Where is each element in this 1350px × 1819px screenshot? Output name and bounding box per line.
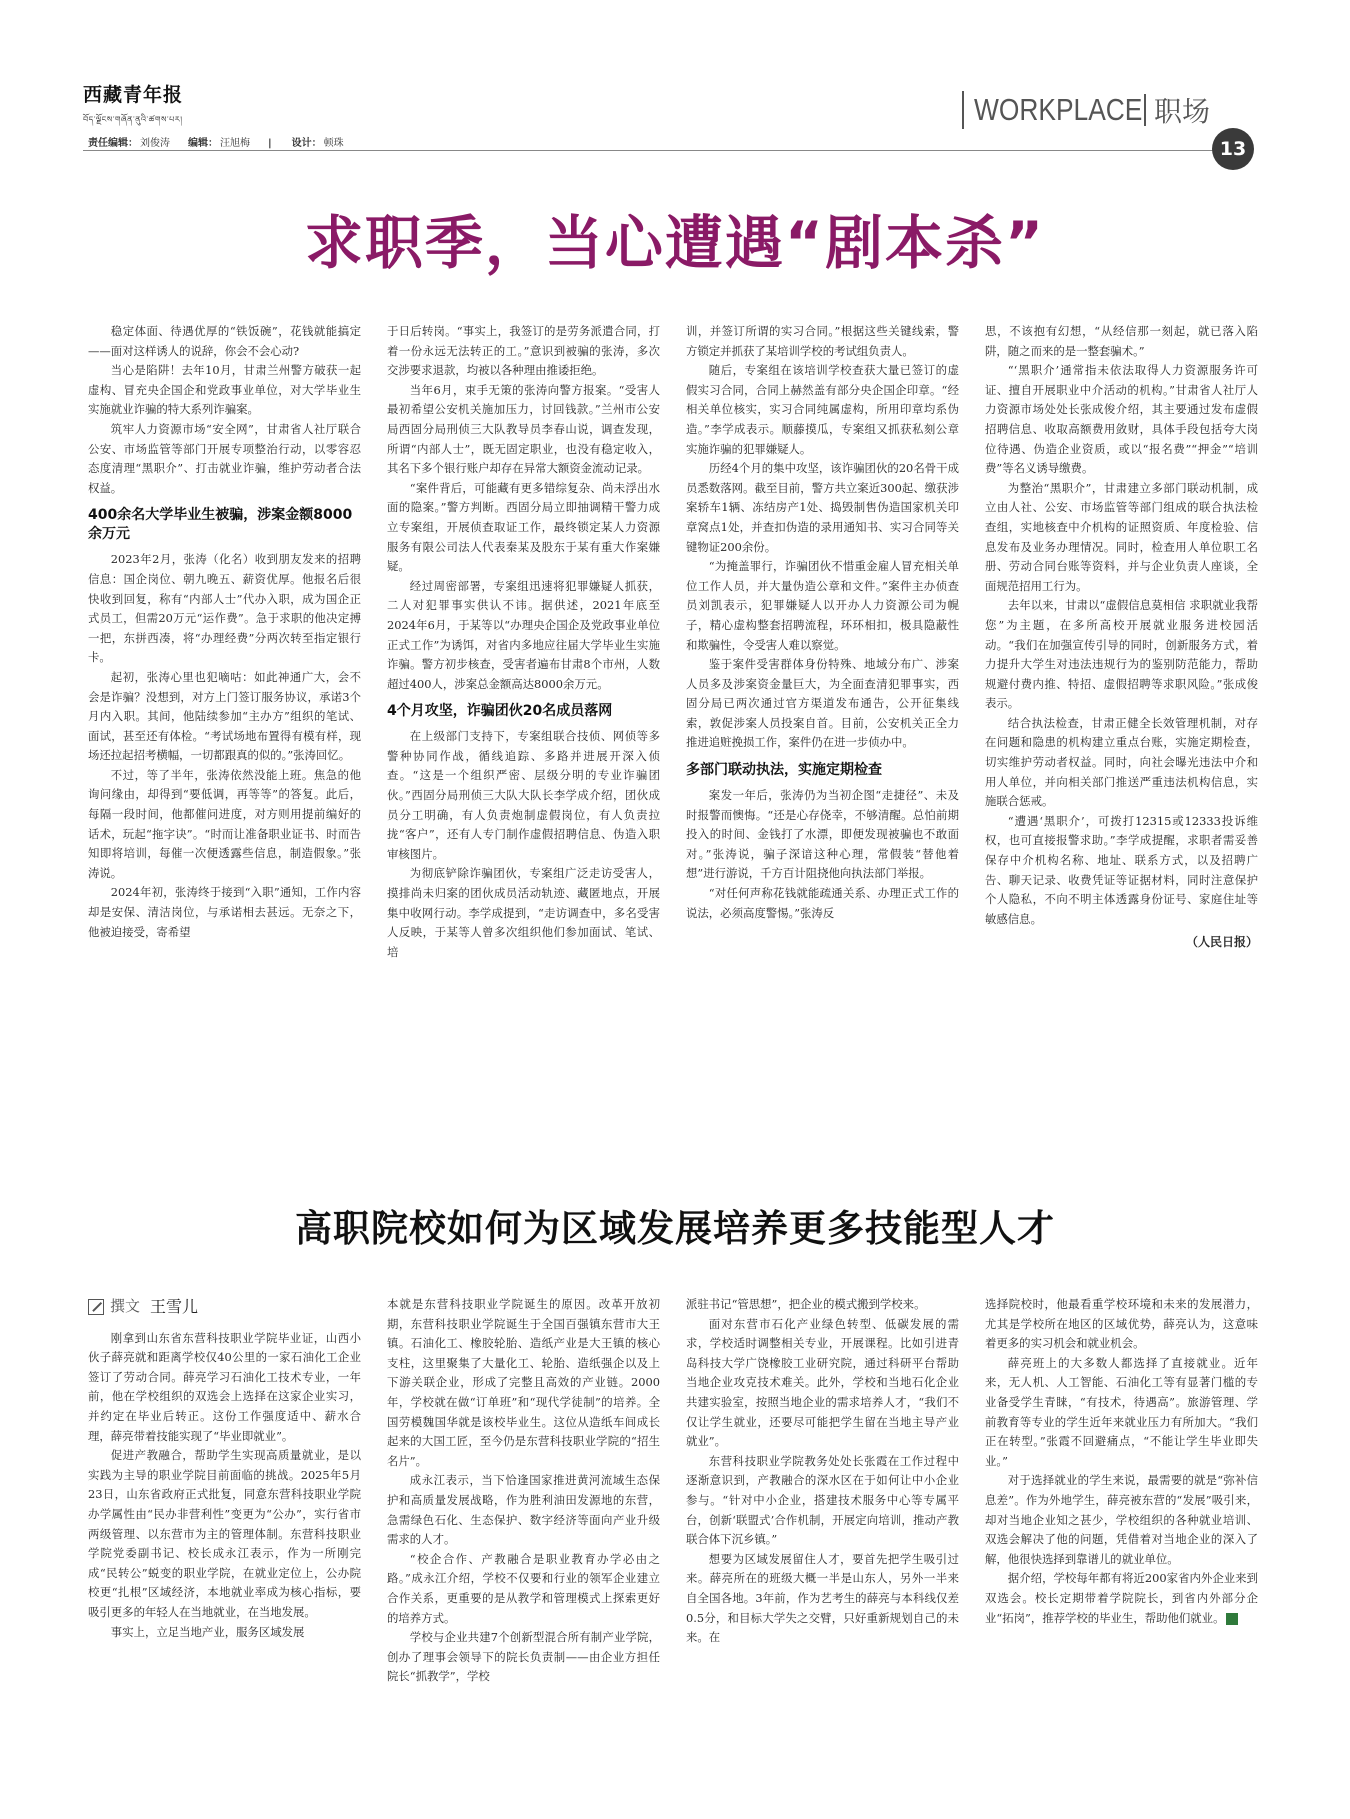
paragraph: 思，不该抱有幻想，“从经信那一刻起，就已落入陷阱，随之而来的是一整套骗术。” [985, 324, 1258, 358]
paragraph: 稳定体面、待遇优厚的“铁饭碗”，花钱就能搞定——面对这样诱人的说辞，你会不会心动? [88, 324, 361, 358]
article2-body [88, 1295, 1258, 1795]
paragraph: “校企合作、产教融合是职业教育办学必由之路。”成永江介绍，学校不仅要和行业的领军企业建立合作关系，更重要的是从教学和管理模式上探索更好的培养方式。 [387, 1551, 660, 1625]
paragraph: 当心是陷阱！去年10月，甘肃兰州警方破获一起虚构、冒充央企国企和党政事业单位，对大学毕业生实施就业诈骗的特大系列诈骗案。 [88, 363, 361, 417]
text-column [387, 322, 660, 1112]
paragraph: 2023年2月，张涛（化名）收到朋友发来的招聘信息：国企岗位、朝九晚五、薪资优厚。他报名后很快收到回复，称有“内部人士”代办入职，成为国企正式员工，但需20万元“运作费”。急于求职的他决定搏一把，东拼西凑，将“办理经费”分两次转至指定银行卡。 [88, 552, 361, 665]
paragraph: “对任何声称花钱就能疏通关系、办理正式工作的说法，必须高度警惕。”张涛反 [686, 886, 959, 920]
paragraph: 筑牢人力资源市场“安全网”，甘肃省人社厅联合公安、市场监管等部门开展专项整治行动，以零容忍态度清理“黑职介”、打击就业诈骗，维护劳动者合法权益。 [88, 421, 361, 495]
article2-headline: 高职院校如何为区域发展培养更多技能型人才 [295, 1206, 1055, 1250]
subheading: 4个月攻坚，诈骗团伙20名成员落网 [387, 703, 613, 720]
paragraph: 案发一年后，张涛仍为当初企图“走捷径”、未及时报警而懊悔。“还是心存侥幸，不够清醒。总怕前期投入的时间、金钱打了水漂，即便发现被骗也不敢面对。”张涛说，骗子深谙这种心理，常假装“替他着想”进行游说，千方百计阻挠他向执法部门举报。 [686, 788, 959, 881]
paragraph: 训，并签订所谓的实习合同。”根据这些关键线索，警方锁定并抓获了某培训学校的考试组负责人。 [686, 324, 959, 358]
paragraph: 选择院校时，他最看重学校环境和未来的发展潜力，尤其是学校所在地区的区域优势，薛亮认为，这意味着更多的实习机会和就业机会。 [985, 1297, 1258, 1351]
text-column [985, 322, 1258, 1112]
paragraph: 东营科技职业学院教务处处长张霞在工作过程中逐渐意识到，产教融合的深水区在于如何让中小企业参与。“针对中小企业，搭建技术服务中心等专属平台，创新‘联盟式’合作机制，开展定向培训，推动产教联合体下沉乡镇。” [686, 1453, 959, 1547]
section-name-en: WORKPLACE [974, 92, 1143, 127]
paragraph: 起初，张涛心里也犯嘀咕：如此神通广大，会不会是诈骗？没想到，对方上门签订服务协议，承诺3个月内入职。其间，他陆续参加“主办方”组织的笔试、面试，甚至还有体检。“考试场地布置得有模有样，现场还拉起招考横幅，一切都跟真的似的。”张涛回忆。 [88, 669, 361, 763]
author-name: 王雪儿 [150, 1297, 199, 1316]
article-source: （人民日报） [1185, 935, 1258, 950]
section-divider [962, 91, 964, 129]
byline [88, 1297, 361, 1317]
section-separator [1144, 94, 1146, 126]
editor-credit [188, 138, 250, 149]
paragraph: “为掩盖罪行，诈骗团伙不惜重金雇人冒充相关单位工作人员，并大量伪造公章和文件。”案件主办侦查员刘凯表示，犯罪嫌疑人以开办人力资源公司为幌子，精心虚构整套招聘流程，环环相扣，极具隐蔽性和欺骗性，令受害人难以察觉。 [686, 559, 959, 652]
pen-icon [88, 1299, 104, 1315]
paragraph: 薛亮班上的大多数人都选择了直接就业。近年来，无人机、人工智能、石油化工等有显著门槛的专业备受学生青睐，“有技术，待遇高”。旅游管理、学前教育等专业的学生近年来就业压力有所加大。“我们正在转型。”张霞不回避痛点，“不能让学生毕业即失业。” [985, 1355, 1258, 1468]
paragraph: 为整治“黑职介”，甘肃建立多部门联动机制，成立由人社、公安、市场监管等部门组成的联合执法检查组，实地核查中介机构的证照资质、年度检验、信息发布及业务办理情况。同时，检查用人单位职工名册、劳动合同台账等资料，并与企业负责人座谈，全面规范招用工行为。 [985, 480, 1258, 593]
paragraph: “遭遇‘黑职介’，可拨打12315或12333投诉维权，也可直接报警求助。”李学成提醒，求职者需妥善保存中介机构名称、地址、联系方式，以及招聘广告、聊天记录、收费凭证等证据材料，同时注意保护个人隐私，不向不明主体透露身份证号、家庭住址等敏感信息。 [985, 813, 1258, 926]
header-rule [83, 150, 1213, 151]
editor-credit-value: 汪旭梅 [220, 138, 250, 149]
editor-credit-label: | [268, 138, 272, 149]
paragraph: 在上级部门支持下，专案组联合技侦、网侦等多警种协同作战，循线追踪、多路并进展开深入侦查。“这是一个组织严密、层级分明的专业诈骗团伙。”西固分局刑侦三大队大队长李学成介绍，团伙成员分工明确，有人负责炮制虚假岗位，有人负责拉拢“客户”，还有人专门制作虚假招聘信息、伪造入职审核图片。 [387, 729, 660, 861]
paragraph: 随后，专案组在该培训学校查获大量已签订的虚假实习合同，合同上赫然盖有部分央企国企印章。“经相关单位核实，实习合同纯属虚构，所用印章均系伪造。”李学成表示。顺藤摸瓜，专案组又抓获私刻公章实施诈骗的犯罪嫌疑人。 [686, 363, 959, 456]
subheading: 400余名大学毕业生被骗，涉案金额8000余万元 [88, 507, 353, 543]
section-tag [962, 90, 1210, 130]
section-name-zh: 职场 [1154, 95, 1211, 128]
paragraph: 学校与企业共建7个创新型混合所有制产业学院，创办了理事会领导下的院长负责制——由企业方担任院长“抓教学”，学校 [387, 1630, 660, 1684]
editor-credit [292, 138, 344, 149]
text-column [985, 1295, 1258, 1795]
paragraph: 派驻书记“管思想”，把企业的模式搬到学校来。 [686, 1297, 926, 1311]
newspaper-subtitle: བོད་ལྗོངས་གཞོན་ནུའི་ཚགས་པར། [83, 115, 183, 124]
paragraph: 去年以来，甘肃以“虚假信息莫相信 求职就业我帮您”为主题，在多所高校开展就业服务进校园活动。“我们在加强宣传引导的同时，创新服务方式，着力提升大学生对违法违规行为的鉴别防范能力，帮助规避付费内推、特招、虚假招聘等求职风险。”张成俊表示。 [985, 598, 1258, 711]
editor-credit-value: 顿珠 [323, 138, 344, 149]
paragraph: 成永江表示，当下恰逢国家推进黄河流域生态保护和高质量发展战略，作为胜利油田发源地的东营，急需绿色石化、生态保护、数字经济等面向产业升级需求的人才。 [387, 1473, 660, 1547]
editor-credits [88, 134, 1208, 149]
text-column [88, 322, 361, 1112]
paragraph: 促进产教融合，帮助学生实现高质量就业，是以实践为主导的职业学院目前面临的挑战。2025年5月23日，山东省政府正式批复，同意东营科技职业学院办学属性由“民办非营利性”变更为“公办”，实行省市两级管理、以东营市为主的管理体制。东营科技职业学院党委副书记、校长成永江表示，作为一所刚完成“民转公”蜕变的职业学院，在就业定位上，公办院校更“扎根”区域经济，本地就业率成为核心指标，要吸引更多的年轻人在当地就业，在当地发展。 [88, 1448, 361, 1619]
paragraph: “‘黑职介’通常指未依法取得人力资源服务许可证、擅自开展职业中介活动的机构。”甘肃省人社厅人力资源市场处处长张成俊介绍，其主要通过发布虚假招聘信息、收取高额费用敛财，具体手段包括夸大岗位待遇、伪造企业资质，或以“报名费”“押金”“培训费”等名义诱导缴费。 [985, 363, 1258, 476]
paragraph: 2024年初，张涛终于接到“入职”通知，工作内容却是安保、清洁岗位，与承诺相去甚远。无奈之下，他被迫接受，寄希望 [88, 885, 361, 939]
editor-credit-value: 刘俊涛 [140, 138, 170, 149]
article1-headline: 求职季，当心遭遇“剧本杀” [304, 209, 1046, 277]
paragraph: 结合执法检查，甘肃正健全长效管理机制，对存在问题和隐患的机构建立重点台账，实施定期检查，切实维护劳动者权益。同时，向社会曝光违法中介和用人单位，并向相关部门推送严重违法机构信息，实施联合惩戒。 [985, 715, 1258, 809]
paragraph: 刚拿到山东省东营科技职业学院毕业证，山西小伙子薛亮就和距离学校仅40公里的一家石油化工企业签订了劳动合同。薛亮学习石油化工技术专业，一年前，他在学校组织的双选会上选择在这家企业实习，并约定在毕业后转正。这份工作强度适中、薪水合理，薛亮带着技能实现了“毕业即就业”。 [88, 1330, 361, 1443]
paragraph: 本就是东营科技职业学院诞生的原因。改革开放初期，东营科技职业学院诞生于全国百强镇东营市大王镇。石油化工、橡胶轮胎、造纸产业是大王镇的核心支柱，这里聚集了大量化工、轮胎、造纸强企以及上下游关联企业，形成了完整且高效的产业链。2000年，学校就在做“订单班”和“现代学徒制”的培养。全国劳模魏国华就是该校毕业生。这位从造纸车间成长起来的大国工匠，至今仍是东营科技职业学院的“招生名片”。 [387, 1297, 660, 1468]
end-of-article-icon [1226, 1613, 1238, 1625]
text-column [686, 1295, 959, 1795]
newspaper-name: 西藏青年报 [83, 84, 184, 106]
editor-credit-label: 编辑： [188, 138, 218, 149]
subheading: 多部门联动执法，实施定期检查 [686, 762, 882, 779]
masthead [83, 80, 183, 133]
paragraph: 据介绍，学校每年都有将近200家省内外企业来到双选会。校长定期带着学院院长，到省内外部分企业“拓岗”，推荐学校的毕业生，帮助他们就业。 [985, 1571, 1258, 1625]
paragraph: 于日后转岗。“事实上，我签订的是劳务派遣合同，打着一份永远无法转正的工。”意识到被骗的张涛，多次交涉要求退款，均被以各种理由推诿拒绝。 [387, 324, 660, 378]
paragraph: 历经4个月的集中攻坚，该诈骗团伙的20名骨干成员悉数落网。截至目前，警方共立案近300起、缴获涉案轿车1辆、冻结房产1处、捣毁制售伪造国家机关印章窝点1处，并查扣伪造的录用通知书、实习合同等关键物证200余份。 [686, 461, 959, 554]
editor-credit-label: 责任编辑： [88, 138, 138, 149]
text-column [88, 1295, 361, 1795]
paragraph: “案件背后，可能藏有更多错综复杂、尚未浮出水面的隐案。”警方判断。西固分局立即抽调精干警力成立专案组，开展侦查取证工作，最终锁定某人力资源服务有限公司法人代表秦某及股东于某有重大作案嫌疑。 [387, 480, 660, 574]
paragraph: 为彻底铲除诈骗团伙，专案组广泛走访受害人，摸排尚未归案的团伙成员活动轨迹、藏匿地点，开展集中收网行动。李学成提到，“走访调查中，多名受害人反映，于某等人曾多次组织他们参加面试、笔试、培 [387, 866, 660, 959]
byline-label: 撰文 [110, 1297, 141, 1315]
editor-credit [268, 138, 274, 149]
paragraph: 鉴于案件受害群体身份特殊、地域分布广、涉案人员多及涉案资金量巨大，为全面查清犯罪事实，西固分局已两次通过官方渠道发布通告，公开征集线索，敦促涉案人员投案自首。目前，公安机关正全力推进追赃挽损工作，案件仍在进一步侦办中。 [686, 657, 959, 750]
paragraph: 对于选择就业的学生来说，最需要的就是“弥补信息差”。作为外地学生，薛亮被东营的“发展”吸引来，却对当地企业知之甚少，学校组织的各种就业培训、双选会解决了他的问题，凭借着对当地企业的深入了解，他很快选择到靠谱儿的就业单位。 [985, 1473, 1258, 1566]
text-column [686, 322, 959, 1112]
article1-body [88, 322, 1258, 1112]
paragraph: 不过，等了半年，张涛依然没能上班。焦急的他询问缘由，却得到“要低调，再等等”的答复。此后，每隔一段时间，他都催问进度，对方则用提前编好的话术，玩起“拖字诀”。“时而让准备职业证书、时而告知即将培训，每催一次便透露些信息，制造假象。”张涛说。 [88, 767, 361, 880]
text-column [387, 1295, 660, 1795]
page-number: 13 [1212, 128, 1254, 170]
paragraph: 面对东营市石化产业绿色转型、低碳发展的需求，学校适时调整相关专业，开展课程。比如引进青岛科技大学广饶橡胶工业研究院，通过科研平台帮助当地企业攻克技术难关。此外，学校和当地石化企业共建实验室，按照当地企业的需求培养人才，“我们不仅让学生就业，还要尽可能把学生留在当地主导产业就业”。 [686, 1316, 959, 1449]
paragraph: 经过周密部署，专案组迅速将犯罪嫌疑人抓获，二人对犯罪事实供认不讳。据供述，2021年底至2024年6月，于某等以“办理央企国企及党政事业单位正式工作”为诱饵，对省内多地应往届大学毕业生实施诈骗。警方初步核查，受害者遍布甘肃8个市州，人数超过400人，涉案总金额高达8000余万元。 [387, 578, 660, 691]
paragraph: 想要为区域发展留住人才，要首先把学生吸引过来。薛亮所在的班级大概一半是山东人，另外一半来自全国各地。3年前，作为艺考生的薛亮与本科线仅差0.5分，和目标大学失之交臂，只好重新规划自己的未来。在 [686, 1551, 959, 1645]
editor-credit-label: 设计： [291, 138, 322, 149]
paragraph: 当年6月，束手无策的张涛向警方报案。“受害人最初希望公安机关施加压力，讨回钱款。”兰州市公安局西固分局刑侦三大队教导员李春山说，调查发现，所谓“内部人士”，既无固定职业，也没有稳定收入，其名下多个银行账户却存在异常大额资金流动记录。 [387, 382, 660, 476]
paragraph: 事实上，立足当地产业，服务区域发展 [110, 1624, 305, 1639]
editor-credit [88, 138, 170, 149]
